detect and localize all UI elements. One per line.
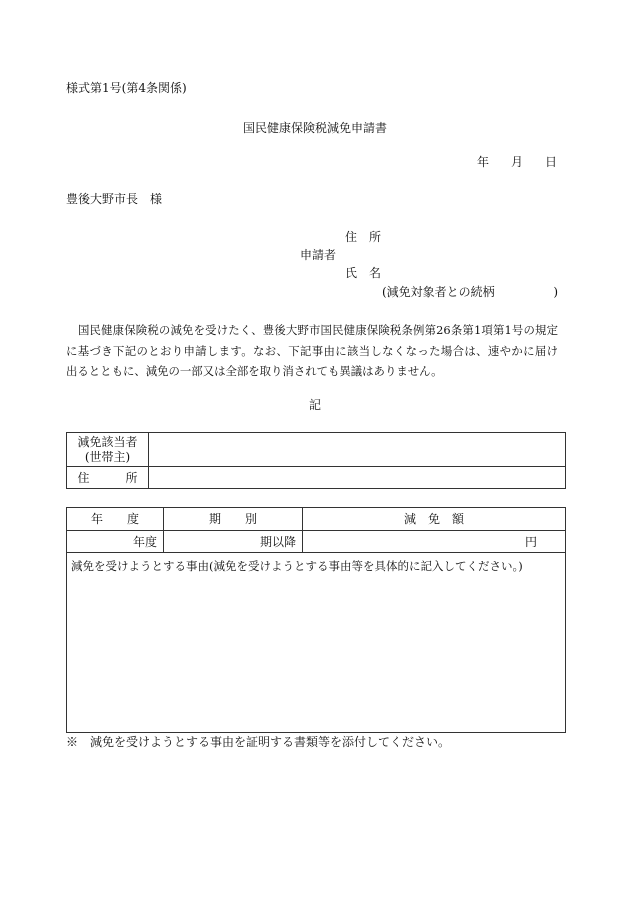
table-row <box>67 553 566 733</box>
target-address-label: 住 所 <box>77 470 138 485</box>
target-person-label-cell <box>67 433 149 467</box>
reduction-table <box>66 507 566 733</box>
ki-heading: 記 <box>308 398 321 412</box>
header-reduction-amount: 減 免 額 <box>303 508 566 531</box>
body-line: 出るとともに、減免の一部又は全部を取り消されても異議はありません。 <box>66 364 443 378</box>
target-person-value-cell <box>149 433 566 467</box>
applicant-address-label: 住 所 <box>345 230 382 244</box>
target-address-value-cell <box>149 467 566 489</box>
date-year-label: 年 <box>476 155 489 169</box>
body-line: に基づき下記のとおり申請します。なお、下記事由に該当しなくなった場合は、速やかに届け <box>66 343 558 358</box>
form-number: 様式第1号(第4条関係) <box>66 81 187 95</box>
reason-label: 減免を受けようとする事由(減免を受けようとする事由等を具体的に記入してください。) <box>71 559 523 573</box>
addressee: 豊後大野市長 様 <box>66 192 163 206</box>
target-address-label-cell <box>67 467 149 489</box>
body-paragraph <box>66 320 558 382</box>
table-header-row <box>67 508 566 531</box>
applicant-label: 申請者 <box>300 248 337 262</box>
target-person-label: 減免該当者 <box>77 434 138 449</box>
household-head-label: (世帯主) <box>84 449 131 464</box>
header-period: 期 別 <box>164 508 303 531</box>
body-line: 国民健康保険税の減免を受けたく、豊後大野市国民健康保険税条例第26条第1項第1号の規定 <box>78 323 558 337</box>
amount-unit: 円 <box>303 531 566 553</box>
attachment-note: ※ 減免を受けようとする事由を証明する書類等を添付してください。 <box>66 735 451 749</box>
table-row <box>67 531 566 553</box>
reason-cell <box>67 553 566 733</box>
date-month-label: 月 <box>510 155 523 169</box>
table-row <box>67 433 566 467</box>
fiscal-year-unit: 年度 <box>67 531 164 553</box>
relationship-label: (減免対象者との続柄 <box>382 285 495 299</box>
date-line <box>477 155 557 169</box>
relationship-close-paren: ) <box>553 285 558 299</box>
form-title: 国民健康保険税減免申請書 <box>242 121 387 135</box>
relationship-field <box>382 285 558 299</box>
period-unit: 期以降 <box>164 531 303 553</box>
target-person-table <box>66 432 566 489</box>
table-row <box>67 467 566 489</box>
date-day-label: 日 <box>544 155 557 169</box>
header-fiscal-year: 年 度 <box>67 508 164 531</box>
applicant-name-label: 氏 名 <box>345 266 382 280</box>
